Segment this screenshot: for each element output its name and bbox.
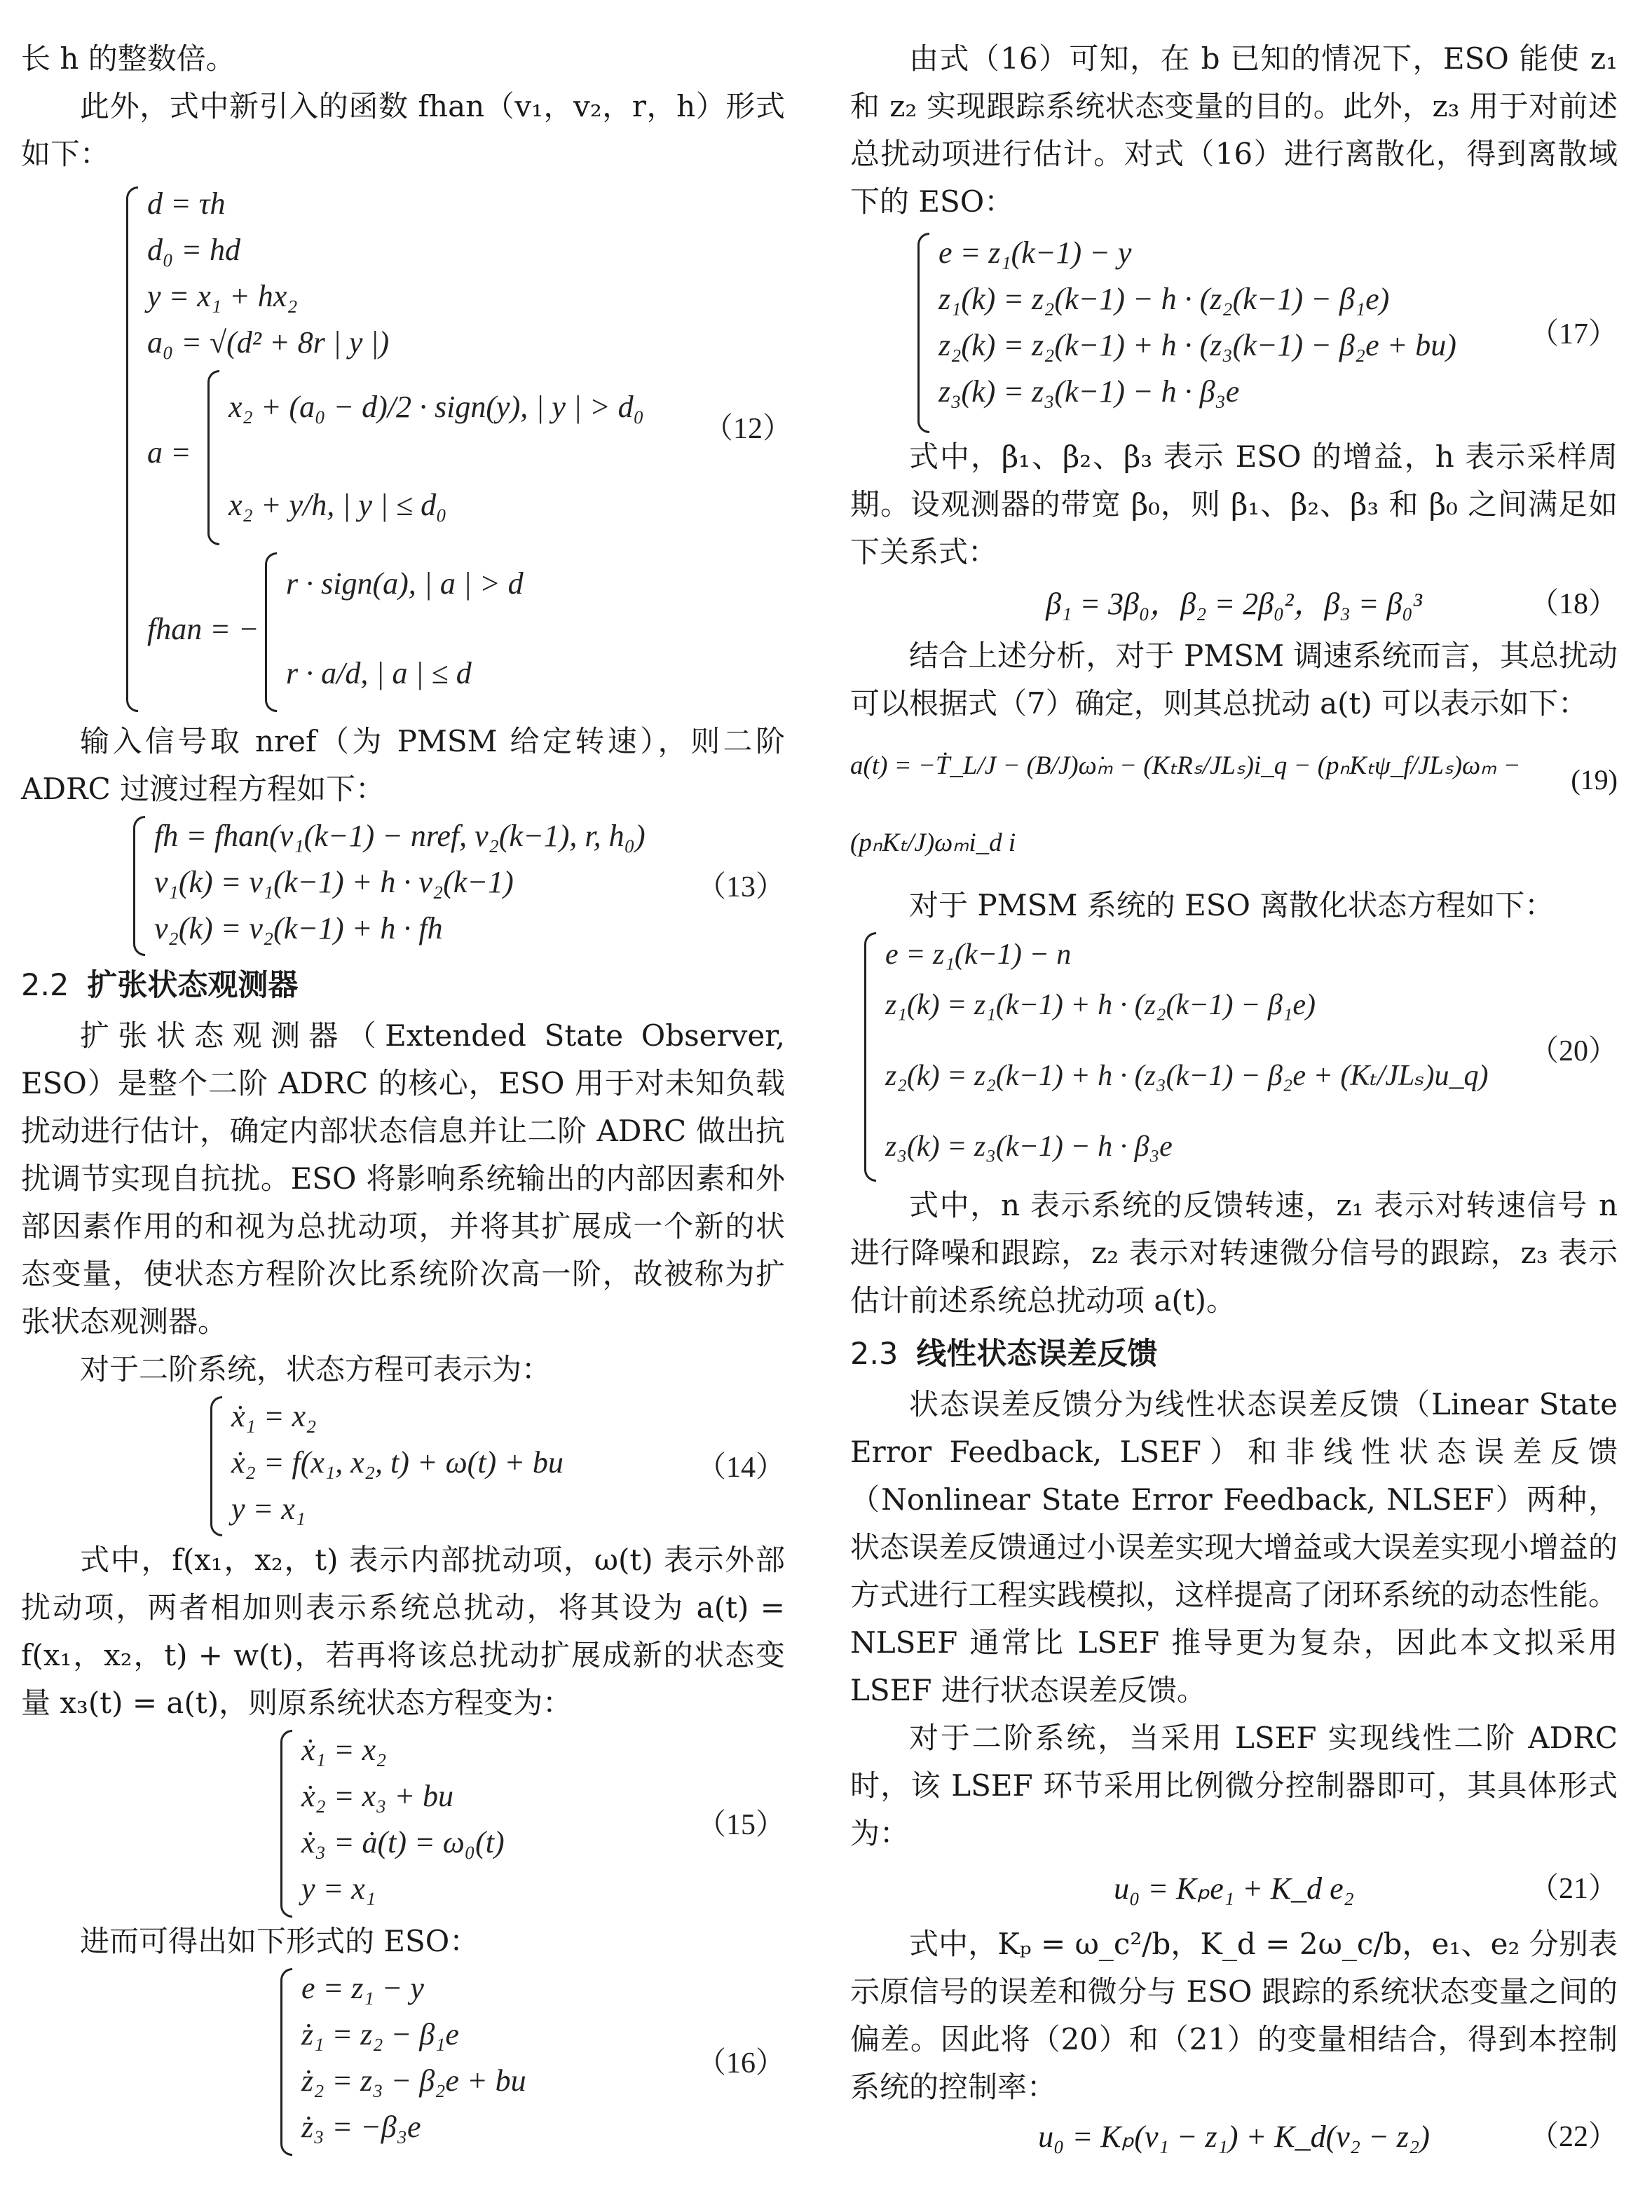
- section-heading: [850, 1330, 1618, 1378]
- paragraph: 式中，f(x₁，x₂，t) 表示内部扰动项，ω(t) 表示外部扰动项，两者相加则表示系统总扰动，将其设为 a(t) = f(x₁，x₂，t) + w(t)，若再将该总扰动扩展成新的状态变量 x₃(t) = a(t)，则原系统状态方程变为：: [21, 1543, 785, 1720]
- paragraph: 扩张状态观测器（Extended State Observer, ESO）是整个二阶 ADRC 的核心，ESO 用于对未知负载扰动进行估计，确定内部状态信息并让二阶 ADRC 做出抗扰调节实现自抗扰。ESO 将影响系统输出的内部因素和外部因素作用的和视为总扰动项，并将其扩展成一个新的状态变量，使状态方程阶次比系统阶次高一阶，故被称为扩张状态观测器。: [21, 1018, 785, 1339]
- equation-number: (19): [1571, 764, 1618, 796]
- equation-number: （17）: [1529, 318, 1618, 350]
- paragraph: 由式（16）可知，在 b 已知的情况下，ESO 能使 z₁ 和 z₂ 实现跟踪系统状态变量的目的。此外，z₃ 用于对前述总扰动项进行估计。对式（16）进行离散化，得到离散域下的 ESO：: [850, 41, 1618, 219]
- equation-line: y = x₁ + hx₂: [147, 279, 298, 313]
- equation-line: e = z₁(k−1) − y: [938, 235, 1132, 270]
- equation-line: z₂(k) = z₂(k−1) + h · (z₃(k−1) − β₂e + bu): [938, 328, 1456, 362]
- equation-line: ẋ₃ = ȧ(t) = ω₀(t): [301, 1825, 505, 1859]
- equation-line: z₃(k) = z₃(k−1) − h · β₃e: [885, 1131, 1173, 1163]
- equation-13: [133, 813, 785, 956]
- paragraph: 输入信号取 nref（为 PMSM 给定转速），则二阶 ADRC 过渡过程方程如下：: [21, 724, 785, 806]
- equation-line: fh = fhan(v₁(k−1) − nref, v₂(k−1), r, h₀): [154, 819, 646, 853]
- equation-21: [850, 1857, 1618, 1920]
- left-column: [21, 35, 792, 2156]
- paragraph: 对于二阶系统，状态方程可表示为：: [80, 1352, 552, 1386]
- paragraph: 式中，β₁、β₂、β₃ 表示 ESO 的增益，h 表示采样周期。设观测器的带宽 β₀，则 β₁、β₂、β₃ 和 β₀ 之间满足如下关系式：: [850, 439, 1618, 569]
- equation-number: （12）: [703, 413, 792, 445]
- equation-line: d₀ = hd: [147, 233, 240, 267]
- paragraph: 此外，式中新引入的函数 fhan（v₁，v₂，r，h）形式如下：: [21, 89, 785, 171]
- equation-line: d = τh: [147, 186, 226, 221]
- equation-15: [280, 1727, 785, 1918]
- equation-line: ẋ₁ = x₂: [301, 1733, 387, 1767]
- equation-line: u₀ = Kₚe₁ + K_d e₂: [1114, 1871, 1354, 1906]
- equation-line: r · a/d, | a | ≤ d: [286, 656, 472, 690]
- equation-number: （20）: [1529, 1035, 1618, 1067]
- equation-line: v₂(k) = v₂(k−1) + h · fh: [154, 911, 443, 945]
- paragraph: 式中，Kₚ = ω_c²/b，K_d = 2ω_c/b，e₁、e₂ 分别表示原信号的误差和微分与 ESO 跟踪的系统状态变量之间的偏差。因此将（20）和（21）的变量相结合，得到本控制系统的控制率：: [850, 1927, 1618, 2104]
- equation-line: fhan = −: [147, 612, 259, 646]
- equation-line: ẋ₁ = x₂: [231, 1399, 317, 1433]
- equation-line: ż₂ = z₃ − β₂e + bu: [301, 2063, 526, 2098]
- equation-line: e = z₁(k−1) − n: [885, 938, 1072, 971]
- equation-22: [850, 2111, 1618, 2163]
- equation-number: （14）: [696, 1452, 785, 1484]
- equation-19: [850, 728, 1618, 882]
- equation-line: ż₁ = z₂ − β₁e: [301, 2017, 459, 2051]
- equation-line: ż₃ = −β₃e: [301, 2110, 421, 2144]
- equation-line: u₀ = Kₚ(v₁ − z₁) + K_d(v₂ − z₂): [1038, 2119, 1430, 2154]
- paragraph: 对于 PMSM 系统的 ESO 离散化状态方程如下：: [909, 888, 1555, 922]
- equation-line: β₁ = 3β₀，β₂ = 2β₀²，β₃ = β₀³: [1046, 587, 1422, 621]
- paragraph: 对于二阶系统，当采用 LSEF 实现线性二阶 ADRC 时，该 LSEF 环节采用比例微分控制器即可，其具体形式为：: [850, 1721, 1618, 1850]
- equation-16: [280, 1965, 785, 2156]
- equation-18: [850, 576, 1618, 632]
- equation-line: ẋ₂ = f(x₁, x₂, t) + ω(t) + bu: [231, 1445, 564, 1480]
- equation-line: x₂ + (a₀ − d)/2 · sign(y), | y | > d₀: [228, 390, 644, 424]
- equation-number: （16）: [696, 2047, 785, 2080]
- right-column: [850, 35, 1618, 2163]
- paragraph: 状态误差反馈分为线性状态误差反馈（Linear State Error Feedback, LSEF）和非线性状态误差反馈（Nonlinear State Error Feedback, NLSEF）两种，状态误差反馈通过小误差实现大增益或大误差实现小增益的方式进行工程实践模拟，这样提高了闭环系统的动态性能。NLSEF 通常比 LSEF 推导更为复杂，因此本文拟采用 LSEF 进行状态误差反馈。: [850, 1387, 1618, 1707]
- section-heading: [21, 962, 785, 1009]
- paragraph: 式中，n 表示系统的反馈转速，z₁ 表示对转速信号 n 进行降噪和跟踪，z₂ 表示对转速微分信号的跟踪，z₃ 表示估计前述系统总扰动项 a(t)。: [850, 1188, 1618, 1318]
- equation-20: [864, 929, 1618, 1182]
- section-title: 扩张状态观测器: [87, 968, 299, 1003]
- equation-line: z₁(k) = z₁(k−1) + h · (z₂(k−1) − β₁e): [885, 989, 1316, 1021]
- equation-line: x₂ + y/h, | y | ≤ d₀: [228, 488, 447, 522]
- equation-number: （13）: [696, 871, 785, 903]
- equation-line: r · sign(a), | a | > d: [286, 566, 524, 601]
- equation-number: （18）: [1529, 588, 1618, 620]
- equation-line: z₃(k) = z₃(k−1) − h · β₃e: [938, 374, 1240, 409]
- equation-17: [917, 230, 1618, 433]
- equation-line: z₁(k) = z₂(k−1) − h · (z₂(k−1) − β₁e): [938, 282, 1390, 316]
- equation-number: （15）: [696, 1809, 785, 1841]
- equation-number: （21）: [1529, 1873, 1618, 1905]
- equation-number: （22）: [1529, 2121, 1618, 2153]
- equation-line: y = x₁: [231, 1491, 306, 1526]
- equation-line: a =: [147, 435, 191, 470]
- equation-line: z₂(k) = z₂(k−1) + h · (z₃(k−1) − β₂e + (Kₜ/JLₛ)u_q): [885, 1060, 1489, 1092]
- equation-line: a₀ = √(d² + 8r | y |): [147, 325, 390, 360]
- section-title: 线性状态误差反馈: [916, 1337, 1158, 1372]
- equation-line: y = x₁: [301, 1871, 376, 1906]
- equation-line: v₁(k) = v₁(k−1) + h · v₂(k−1): [154, 865, 514, 899]
- paragraph: 进而可得出如下形式的 ESO：: [80, 1924, 479, 1958]
- equation-line: ẋ₂ = x₃ + bu: [301, 1779, 454, 1813]
- equation-14: [210, 1393, 785, 1536]
- section-number: 2.2: [21, 968, 69, 1003]
- equation-12: [126, 181, 792, 714]
- section-number: 2.3: [850, 1337, 899, 1372]
- paragraph: 长 h 的整数倍。: [21, 41, 235, 76]
- paragraph: 结合上述分析，对于 PMSM 调速系统而言，其总扰动可以根据式（7）确定，则其总扰动 a(t) 可以表示如下：: [850, 639, 1618, 721]
- equation-line: a(t) = −Ṫ_L/J − (B/J)ω̇ₘ − (KₜRₛ/JLₛ)i_q − (pₙKₜψ_f/JLₛ)ωₘ − (pₙKₜ/J)ωₘi_d i: [850, 751, 1521, 857]
- equation-line: e = z₁ − y: [301, 1971, 424, 2005]
